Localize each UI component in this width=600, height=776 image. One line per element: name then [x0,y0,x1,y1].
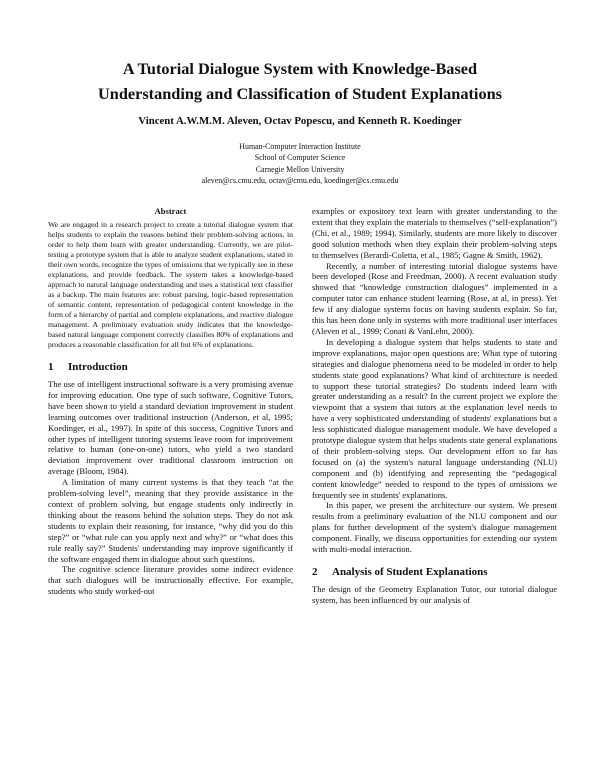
left-column [48,206,293,597]
intro-paragraph-6: In developing a dialogue system that helps students to state and improve explanations, major open questions are: What type of tutoring strategies and dialogue phenomena need to be modeled in order to help students state good explanations? What kind of architecture is needed to support these tutorial strategies? Do students indeed learn with greater understanding as a result? In the current project we explore the viewpoint that a system that tutors at the explanation level needs to have a very sophisticated understanding of students' explanations but a less sophisticated dialogue management module. We have developed a prototype dialogue system that helps students state general explanations of their problem-solving steps. Our development effort so far has focused on (a) the system's natural language understanding (NLU) component and (b) identifying and representing the “pedagogical content knowledge” needed to respond to the types of omissions we frequently see in students' explanations. [312,336,557,500]
abstract-heading: Abstract [154,206,187,216]
intro-paragraph-5: Recently, a number of interesting tutorial dialogue systems have been developed (Rose and Freedman, 2000). A recent evaluation study showed that “knowledge construction dialogues” implemented in a computer tutor can enhance student learning (Rose, at al, in press). Yet few if any dialogue systems focus on having students explain. So far, this has been done only in systems with more traditional user interfaces (Aleven et al., 1999; Conati & VanLehn, 2000). [312,260,557,336]
section-2-title: Analysis of Student Explanations [332,566,488,578]
title-line-1: A Tutorial Dialogue System with Knowledge-Based [122,59,478,78]
intro-paragraph-7: In this paper, we present the architecture our system. We present results from a preliminary evaluation of the NLU component and our plans for further development of the system's dialogue management component. Finally, we discuss opportunities for extending our system with multi-modal interaction. [312,500,557,555]
author-list: Vincent A.W.M.M. Aleven, Octav Popescu, and Kenneth R. Koedinger [138,115,462,127]
right-column [312,206,557,606]
intro-paragraph-1: The use of intelligent instructional software is a very promising avenue for improving education. One type of such software, Cognitive Tutors, have been shown to yield a standard deviation improvement in student learning outcomes over traditional instruction (Anderson, et al, 1995; Koedinger, et al., 1997). In spite of this success, Cognitive Tutors and other types of intelligent tutoring systems leave room for improvement relative to human (one-on-one) tutors, who yield a two standard deviation improvement over traditional classroom instruction on average (Bloom, 1984). [48,379,293,477]
section-2-heading [312,566,557,578]
intro-paragraph-3: The cognitive science literature provides some indirect evidence that such dialogues will be instructionally effective. For example, students who study worked-out [48,564,293,597]
abstract-text: We are engaged in a research project to create a tutorial dialogue system that helps students to explain the reasons behind their problem-solving actions, in order to help them learn with greater understanding. Currently, we are pilot-testing a prototype system that is able to analyze student explanations, stated in their own words, recognize the types of omissions that we typically see in these explanations, and provide feedback. The system takes a knowledge-based approach to natural language understanding and uses a statistical text classifier as a backup. The main features are: robust parsing, logic-based representation of semantic content, representation of pedagogical content knowledge in the form of a hierarchy of partial and complete explanations, and reactive dialogue management. A preliminary evaluation study indicates that the knowledge-based natural language component correctly classifies 80% of explanations and produces a reasonable classification for all but 6% of explanations. [48,220,293,349]
affiliation-institute: Human-Computer Interaction Institute [239,142,361,151]
intro-paragraph-4: examples or expository text learn with greater understanding to the extent that they explain the materials to themselves (“self-explanation”) (Chi, et al., 1989; 1994). Similarly, students are more likely to discover good solution methods when they explain their problem-solving steps to themselves (Berardi-Coletta, et al., 1985; Gagne & Smith, 1962). [312,206,557,260]
section-1-title: Introduction [68,361,128,373]
section-1-number: 1 [48,361,54,373]
affiliation-block [40,141,560,186]
title-line-2: Understanding and Classification of Student Explanations [98,84,502,103]
author-emails: aleven@cs.cmu.edu, octav@cmu.edu, koedinger@cs.cmu.edu [201,175,399,185]
intro-paragraph-2: A limitation of many current systems is that they teach “at the problem-solving level”, meaning that they provide assistance in the context of problem solving, but engage students only indirectly in thinking about the reasons behind the solution steps. They do not ask students to explain their reasoning, for instance, “why did you do this step?” or “what rule can you apply next and why?” or “what does this rule really say?” Students' understanding may improve significantly if the software engaged them in dialogue about such questions. [48,477,293,564]
analysis-paragraph-1: The design of the Geometry Explanation Tutor, our tutorial dialogue system, has been influenced by our analysis of [312,584,557,605]
paper-title [40,56,560,106]
affiliation-school: School of Computer Science [254,153,346,163]
affiliation-university: Carnegie Mellon University [255,164,345,174]
section-2-number: 2 [312,566,318,578]
section-1-heading [48,361,293,373]
